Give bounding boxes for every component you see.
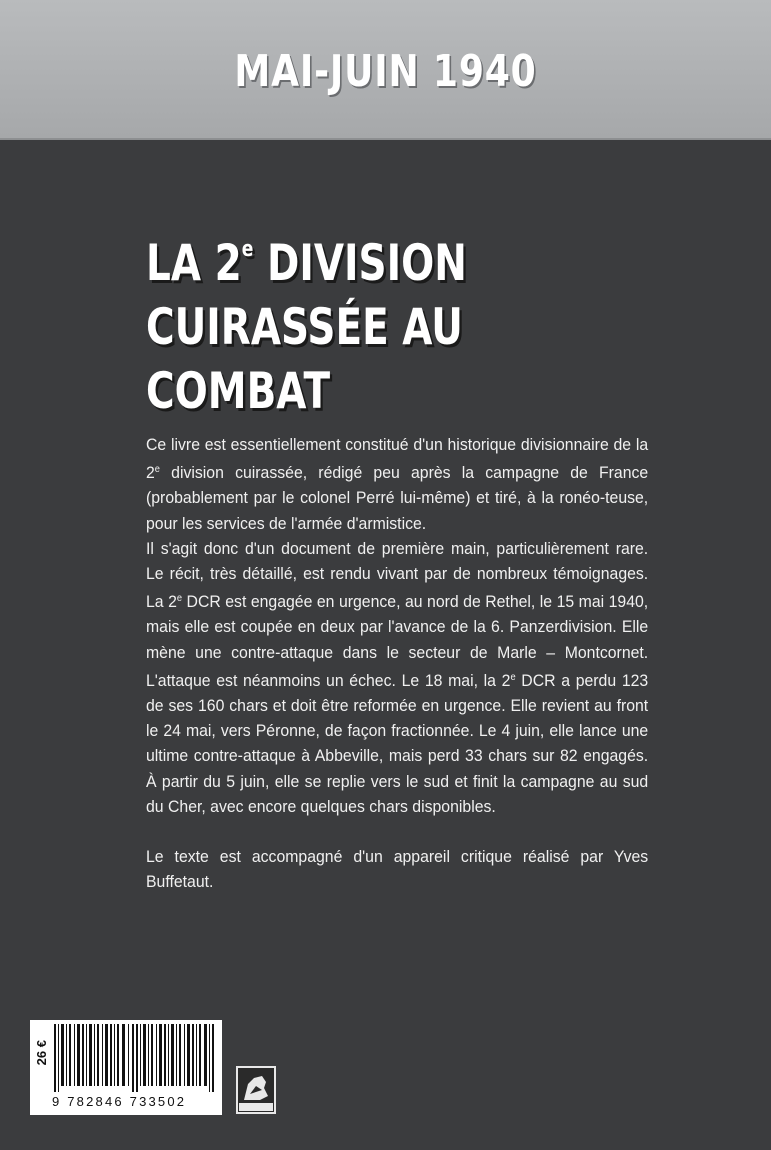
book-title [146, 218, 614, 423]
isbn-barcode [52, 1024, 218, 1092]
blurb-paragraph-1 [146, 432, 648, 536]
blurb-paragraph-2 [146, 536, 648, 819]
title-line-1 [146, 218, 614, 295]
blurb-p1-text-b: division cuirassée, rédigé peu après la campagne de France (probablement par le colonel Perré lui-même) et tiré, à la ronéo-teuse, pour les services de l'armée d'armistice. [146, 463, 649, 533]
series-band [0, 0, 771, 140]
blurb-p2-text-c: DCR a perdu 123 de ses 160 chars et doit être reformée en urgence. Elle revient au front le 24 mai, vers Péronne, de façon fractionnée. Le 4 juin, elle lance une ultime contre-attaque à Abbeville, mais perd 33 chars sur 82 engagés. À partir du 5 juin, elle se replie vers le sud et finit la campagne au sud du Cher, avec encore quelques chars disponibles. [146, 670, 649, 816]
barcode-digits: 9 782846 733502 [52, 1094, 187, 1109]
blurb-p2-sup-1: e [176, 593, 183, 605]
blurb-p1-text-a: Ce livre est essentiellement constitué d'un historique divisionnaire de la 2 [146, 435, 649, 483]
blurb-p2-text-b: DCR est engagée en urgence, au nord de Rethel, le 15 mai 1940, mais elle est coupée en deux par l'avance de la 6. Panzerdivision. Elle mène une contre-attaque dans le secteur de Marle – Montcornet. L'attaque est néanmoins un échec. Le 18 mai, la 2 [146, 592, 649, 690]
price: 26 € [34, 1040, 49, 1066]
title-line-1-prefix: LA 2 [146, 234, 242, 292]
publisher-logo [236, 1066, 276, 1114]
blurb-paragraph-3: Le texte est accompagné d'un appareil critique réalisé par Yves Buffetaut. [146, 847, 649, 892]
title-line-1-sup: e [241, 237, 254, 262]
blurb-p2-text-a: Il s'agit donc d'un document de première main, particulièrement rare. Le récit, très détaillé, est rendu vivant par de nombreux témoignages. La 2 [146, 538, 649, 612]
title-line-1-suffix: DIVISION [253, 234, 467, 292]
blurb-p1-sup: e [154, 464, 160, 476]
blurb-p2-sup-2: e [510, 671, 516, 683]
blurb [146, 432, 648, 894]
title-line-2: CUIRASSÉE AU COMBAT [146, 298, 463, 420]
series-title: MAI-JUIN 1940 [234, 46, 537, 97]
